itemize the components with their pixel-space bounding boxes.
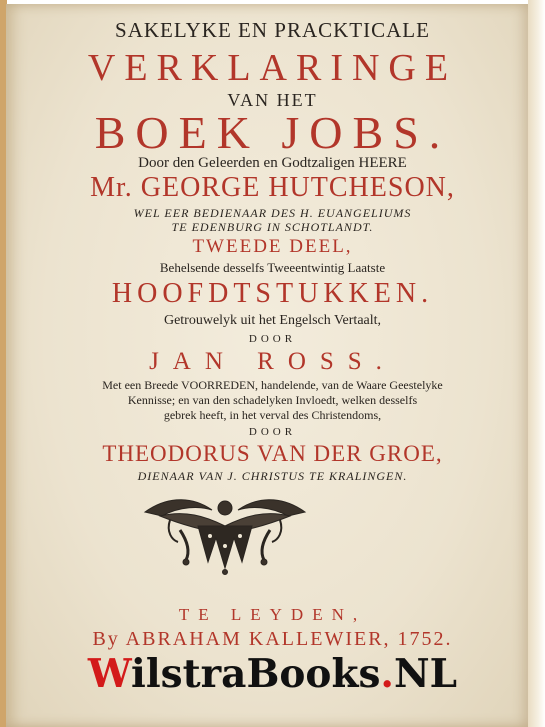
title-line-18: DOOR [248,426,297,438]
imprint-place: TE LEYDEN, [178,605,367,624]
title-line-10: Behelsende desselfs Tweeentwintig Laatste [159,260,386,275]
title-line-13: DOOR [248,333,297,345]
printers-ornament-icon [140,490,310,575]
title-line-3: VAN HET [227,90,318,110]
imprint-printer: By ABRAHAM KALLEWIER, 1752. [92,628,453,650]
title-line-5: Door den Geleerden en Godtzaligen HEERE [138,155,407,171]
watermark-dot: . [380,651,394,697]
title-line-6: Mr. GEORGE HUTCHESON, [90,172,455,203]
title-line-15: Met een Breede VOORREDEN, handelende, van de Waare Geestelyke [102,378,443,392]
title-line-7: WEL EER BEDIENAAR DES H. EUANGELIUMS [133,206,412,220]
title-line-19: THEODORUS VAN DER GROE, [102,441,443,466]
title-line-12: Getrouwelyk uit het Engelsch Vertaalt, [163,313,382,328]
title-line-17: gebrek heeft, in het verval des Christendoms, [163,408,382,422]
title-line-8: TE EDENBURG IN SCHOTLANDT. [171,220,374,234]
title-line-16: Kennisse; en van den schadelyken Invloedt, welken desselfs [127,393,418,407]
title-line-1: SAKELYKE EN PRACKTICALE [115,18,430,42]
title-line-20: DIENAAR VAN J. CHRISTUS TE KRALINGEN. [137,469,408,483]
title-line-11: HOOFDTSTUKKEN. [111,278,434,309]
watermark-suffix: NL [394,651,458,697]
title-line-2: VERKLARINGE [87,47,458,89]
watermark-first-letter: W [87,651,132,697]
title-line-9: TWEEDE DEEL, [192,236,353,257]
title-line-14: JAN ROSS. [149,348,396,375]
title-line-4: BOEK JOBS. [94,107,451,158]
watermark-middle: ilstraBooks [131,651,381,697]
watermark-logo [0,651,545,697]
